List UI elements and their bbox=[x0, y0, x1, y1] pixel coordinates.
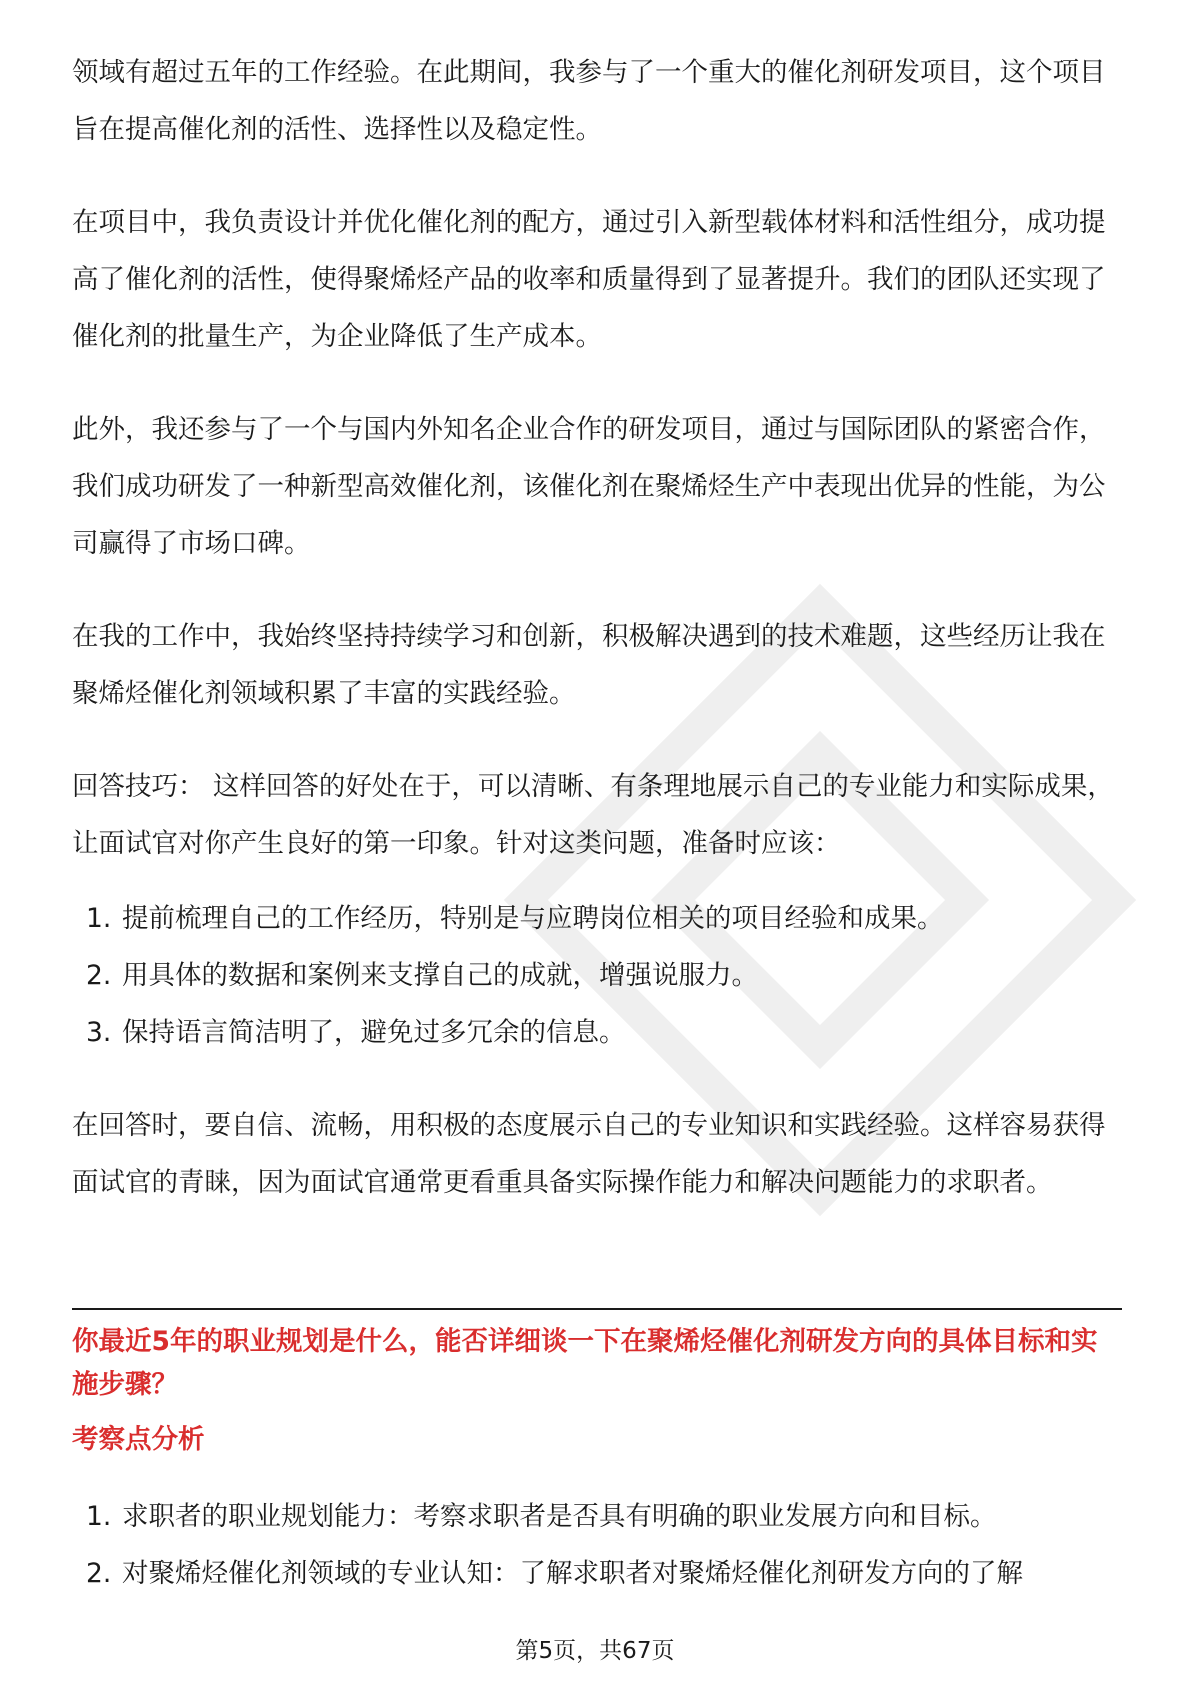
list-text: 保持语言简洁明了，避免过多冗余的信息。 bbox=[122, 1017, 626, 1048]
list-number: 1. bbox=[86, 903, 112, 934]
list-item bbox=[72, 1488, 1122, 1545]
page-body bbox=[72, 44, 1122, 1247]
paragraph-closing: 在回答时，要自信、流畅，用积极的态度展示自己的专业知识和实践经验。这样容易获得面试官的青睐，因为面试官通常更看重具备实际操作能力和解决问题能力的求职者。 bbox=[72, 1110, 1106, 1198]
paragraph-answer-tips: 回答技巧： 这样回答的好处在于，可以清晰、有条理地展示自己的专业能力和实际成果，让面试官对你产生良好的第一印象。针对这类问题，准备时应该： bbox=[72, 771, 1114, 859]
list-text: 提前梳理自己的工作经历，特别是与应聘岗位相关的项目经验和成果。 bbox=[122, 903, 944, 934]
paragraph-learning: 在我的工作中，我始终坚持持续学习和创新，积极解决遇到的技术难题，这些经历让我在聚烯烃催化剂领域积累了丰富的实践经验。 bbox=[72, 621, 1106, 709]
list-number: 2. bbox=[86, 1558, 112, 1589]
page-footer: 第5页，共67页 bbox=[515, 1638, 675, 1664]
list-item bbox=[72, 1545, 1122, 1602]
tips-list bbox=[72, 890, 1122, 1061]
paragraph-project-role: 在项目中，我负责设计并优化催化剂的配方，通过引入新型载体材料和活性组分，成功提高了催化剂的活性，使得聚烯烃产品的收率和质量得到了显著提升。我们的团队还实现了催化剂的批量生产，为企业降低了生产成本。 bbox=[72, 207, 1106, 352]
list-number: 1. bbox=[86, 1501, 112, 1532]
list-number: 3. bbox=[86, 1017, 112, 1048]
list-number: 2. bbox=[86, 960, 112, 991]
analysis-title: 考察点分析 bbox=[72, 1424, 205, 1455]
list-item bbox=[72, 947, 1122, 1004]
list-text: 用具体的数据和案例来支撑自己的成就，增强说服力。 bbox=[122, 960, 758, 991]
paragraph-experience: 领域有超过五年的工作经验。在此期间，我参与了一个重大的催化剂研发项目，这个项目旨在提高催化剂的活性、选择性以及稳定性。 bbox=[72, 57, 1106, 145]
list-text: 对聚烯烃催化剂领域的专业认知：了解求职者对聚烯烃催化剂研发方向的了解 bbox=[122, 1558, 1023, 1589]
list-item bbox=[72, 1004, 1122, 1061]
list-item bbox=[72, 890, 1122, 947]
analysis-list bbox=[72, 1488, 1122, 1602]
question-heading: 你最近5年的职业规划是什么，能否详细谈一下在聚烯烃催化剂研发方向的具体目标和实施步骤？ bbox=[72, 1326, 1098, 1400]
list-text: 求职者的职业规划能力：考察求职者是否具有明确的职业发展方向和目标。 bbox=[122, 1501, 997, 1532]
section-divider bbox=[72, 1308, 1122, 1310]
paragraph-collaboration: 此外，我还参与了一个与国内外知名企业合作的研发项目，通过与国际团队的紧密合作，我们成功研发了一种新型高效催化剂，该催化剂在聚烯烃生产中表现出优异的性能，为公司赢得了市场口碑。 bbox=[72, 414, 1106, 559]
